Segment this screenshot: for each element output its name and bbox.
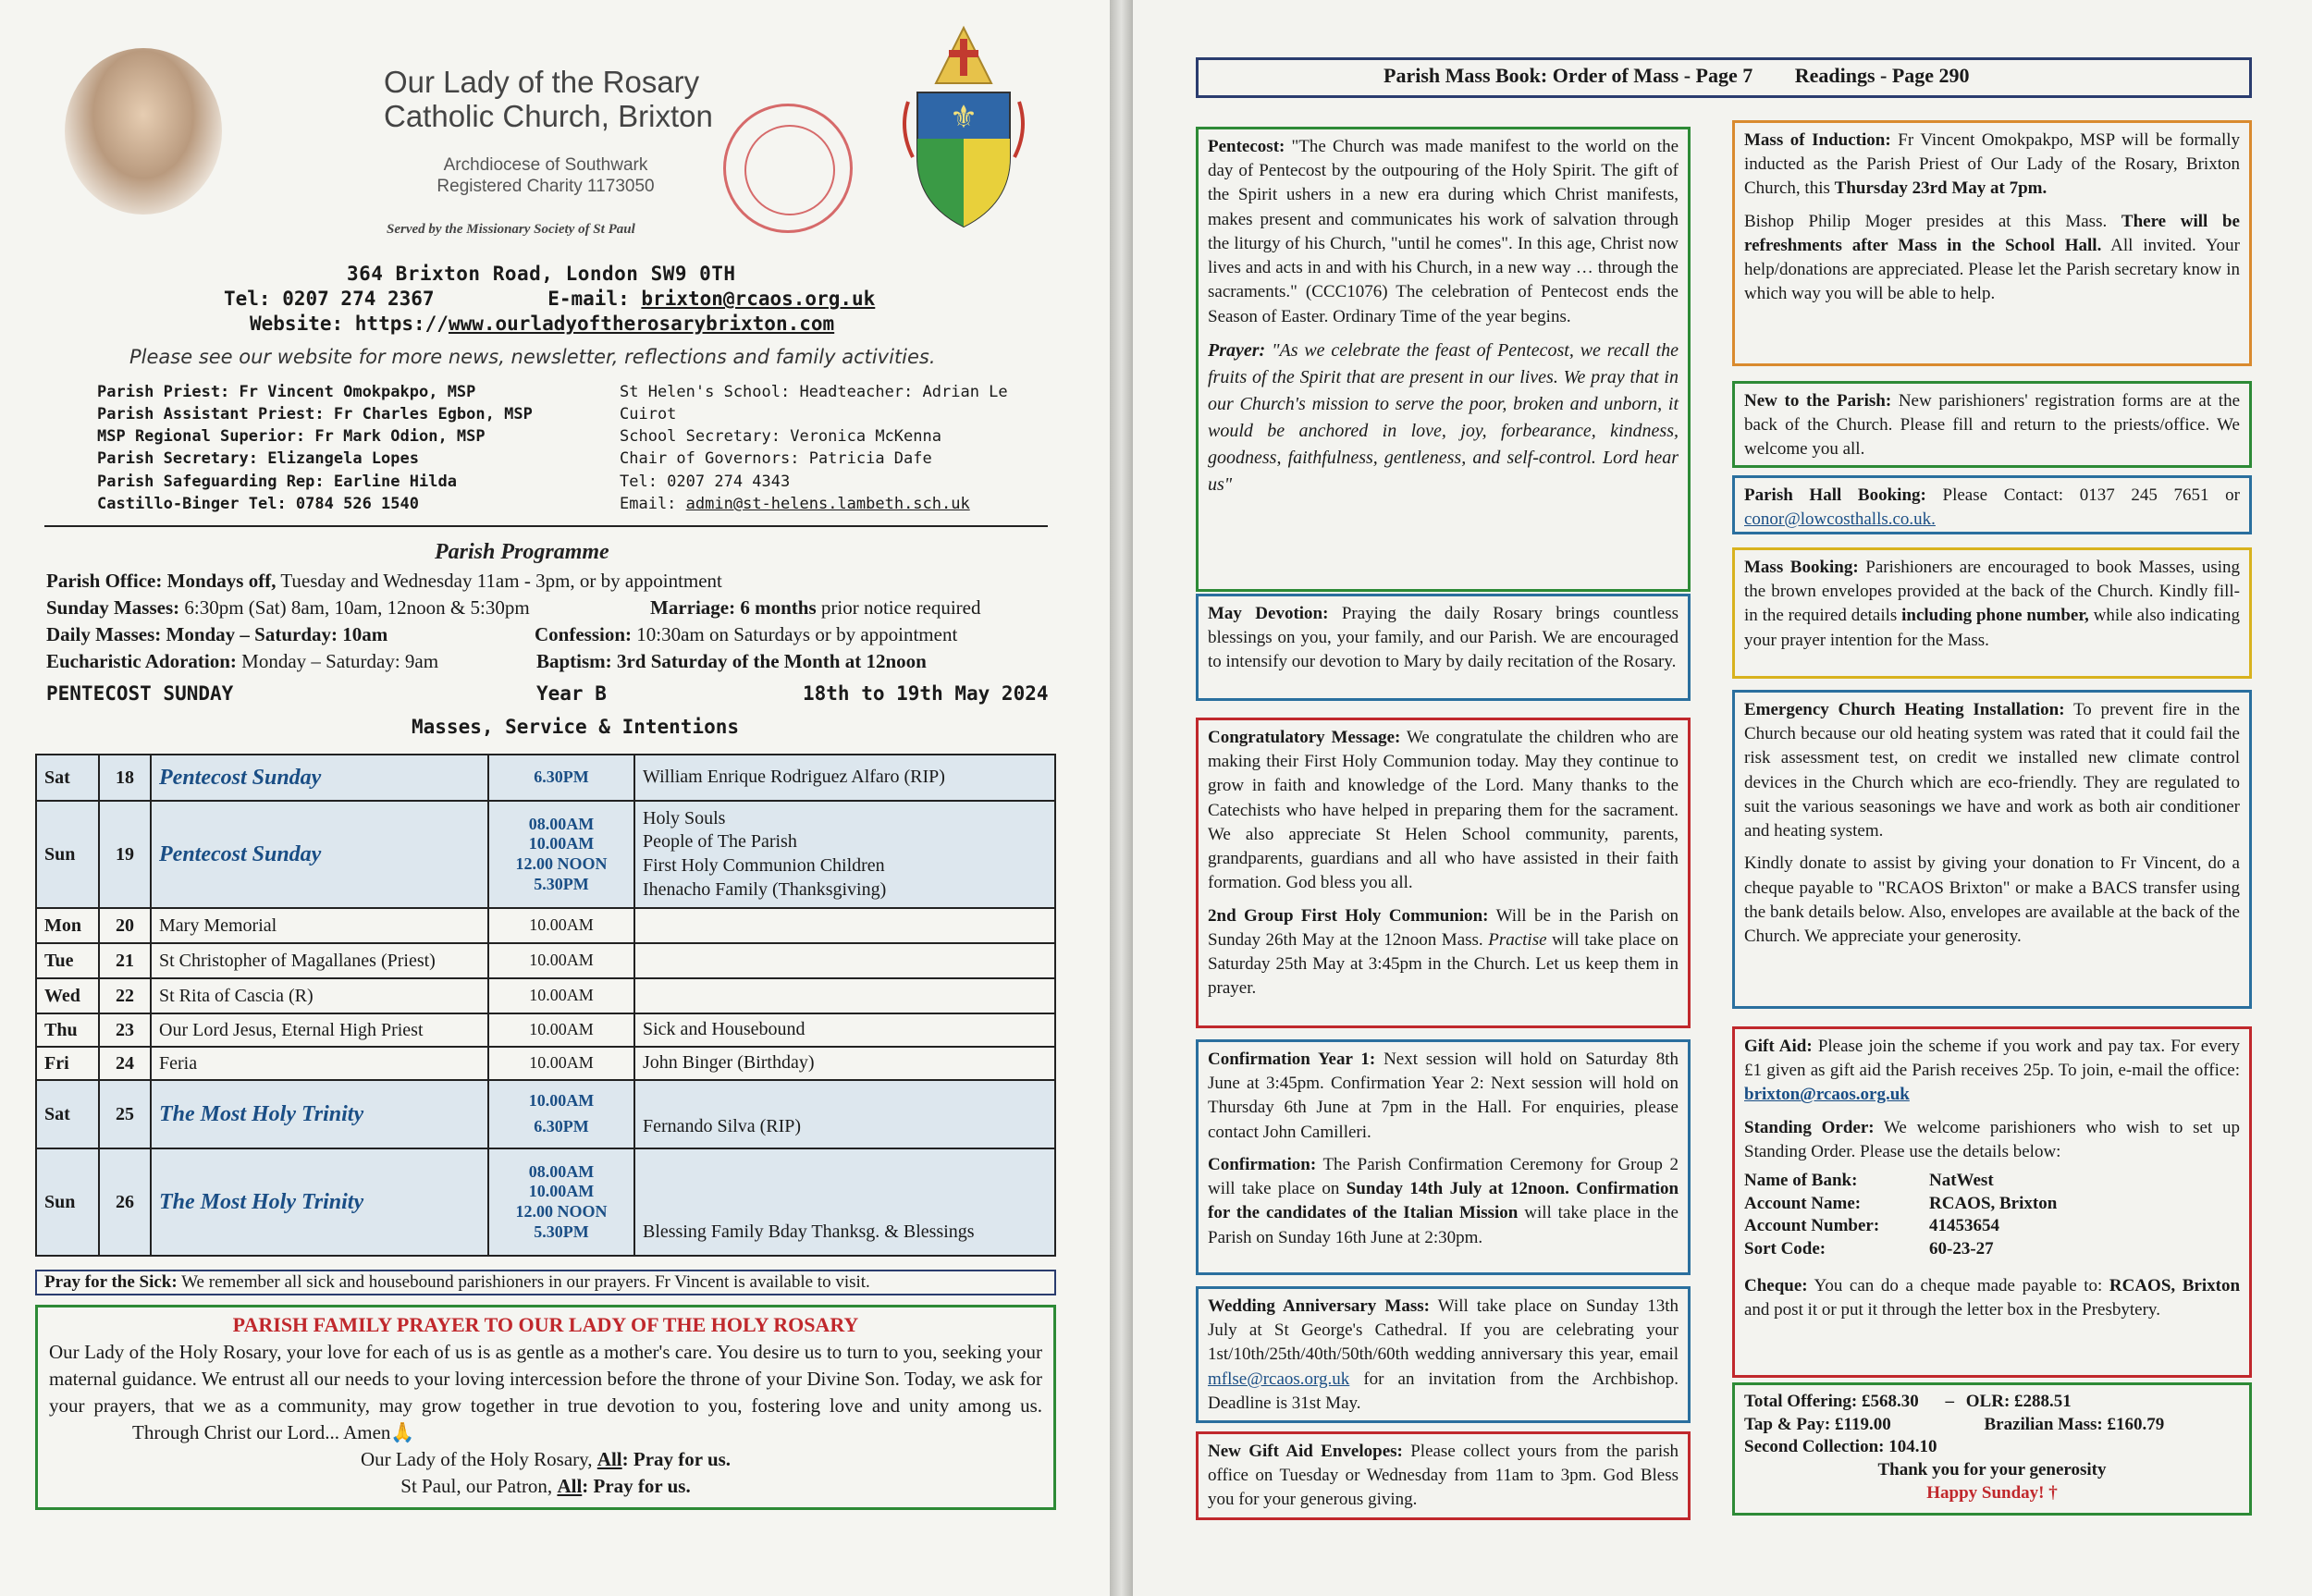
mass-row bbox=[36, 1080, 1055, 1148]
mass-intentions bbox=[634, 801, 1055, 908]
pray-for-sick bbox=[35, 1270, 1056, 1295]
marriage-label: Marriage: bbox=[650, 596, 736, 619]
mass-date: 18 bbox=[99, 755, 151, 801]
bishop-text: Bishop Philip Moger presides at this Mass. bbox=[1744, 211, 2108, 231]
gift-envelopes-text: Please collect yours from the parish office on Tuesday or Wednesday from 11am to 3pm. God Bless you for your generous giving. bbox=[1208, 1442, 1679, 1510]
mass-times bbox=[488, 1148, 634, 1256]
practise-text: will take place on Saturday 25th May at 3:45pm in the Church. Let us keep them in prayer. bbox=[1208, 929, 1679, 999]
mass-day: Thu bbox=[36, 1013, 99, 1047]
order-of-mass-page: Parish Mass Book: Order of Mass - Page 7 bbox=[1384, 64, 1753, 87]
prayer-response-1 bbox=[49, 1446, 1042, 1473]
mass-time: 10.00AM bbox=[528, 1091, 595, 1111]
prayer-ending: Through Christ our Lord... Amen🙏 bbox=[132, 1421, 415, 1444]
archdiocese-coat-of-arms-icon bbox=[890, 18, 1038, 231]
mass-feast-name: Pentecost Sunday bbox=[151, 755, 488, 801]
staff-parish-priest: Parish Priest: Fr Vincent Omokpakpo, MSP bbox=[97, 383, 476, 401]
gift-aid-envelopes-box bbox=[1196, 1431, 1691, 1520]
staff-safeguarding: Parish Safeguarding Rep: Earline Hilda bbox=[97, 472, 457, 491]
feast-line bbox=[46, 682, 1049, 705]
mass-time: 10.00AM bbox=[529, 1020, 594, 1039]
cheque-label: Cheque: bbox=[1744, 1275, 1808, 1295]
mass-times bbox=[488, 1013, 634, 1047]
totals-row-2 bbox=[1744, 1414, 2240, 1437]
mass-time: 6.30PM bbox=[534, 767, 589, 787]
thank-you-text: Thank you for your generosity bbox=[1877, 1460, 2107, 1480]
mass-feast-name: Feria bbox=[151, 1047, 488, 1080]
baptism-label: Baptism: bbox=[536, 650, 612, 672]
second-communion-text: Will be in the Parish on Sunday 26th May at the 12noon Mass. bbox=[1208, 905, 1679, 950]
mass-time: 08.00AM bbox=[528, 814, 595, 833]
week-dates: 18th to 19th May 2024 bbox=[803, 682, 1049, 705]
cheque-text: You can do a cheque made payable to: bbox=[1814, 1275, 2103, 1295]
mass-time: 08.00AM bbox=[528, 1161, 595, 1181]
congrats-label: Congratulatory Message: bbox=[1208, 728, 1401, 747]
mass-row bbox=[36, 1148, 1055, 1256]
mass-day: Sun bbox=[36, 801, 99, 908]
mass-time: 12.00 NOON bbox=[515, 854, 608, 873]
sick-text: We remember all sick and housebound parishioners in our prayers. Fr Vincent is available to visit. bbox=[181, 1272, 870, 1292]
header-divider bbox=[44, 525, 1048, 527]
hall-booking-text: Please Contact: 0137 245 7651 or bbox=[1942, 485, 2241, 505]
prayer-text: "As we celebrate the feast of Pentecost, we recall the fruits of the Spirit that are present in our lives. We pray that in our Church's mission to serve the poor, broken and unborn, it would be anchored in love, joy, forbearance, kindness, goodness, faithfulness, gentleness, and self-control. Lord hear us" bbox=[1208, 339, 1679, 495]
all-label-1: All bbox=[596, 1448, 622, 1471]
account-name-value: RCAOS, Brixton bbox=[1929, 1193, 2058, 1213]
mass-feast-name: The Most Holy Trinity bbox=[151, 1148, 488, 1256]
hall-booking-box bbox=[1732, 475, 2252, 534]
contact-line bbox=[224, 288, 875, 310]
school-tel: Tel: 0207 274 4343 bbox=[620, 472, 791, 491]
mass-time: 10.00AM bbox=[529, 915, 594, 935]
sunday-label: Sunday Masses: bbox=[46, 596, 180, 619]
mass-row bbox=[36, 1047, 1055, 1080]
mass-intentions-table bbox=[35, 754, 1056, 1257]
mass-time: 6.30PM bbox=[534, 1117, 589, 1136]
hall-booking-label: Parish Hall Booking: bbox=[1744, 485, 1926, 505]
mass-feast-name: St Rita of Cascia (R) bbox=[151, 978, 488, 1013]
account-number-label: Account Number: bbox=[1744, 1216, 1880, 1236]
mass-intention bbox=[643, 1180, 1047, 1200]
mass-intention: First Holy Communion Children bbox=[643, 855, 885, 876]
address: 364 Brixton Road, London SW9 0TH bbox=[347, 263, 736, 285]
prayer-line2: St Paul, our Patron, bbox=[400, 1475, 553, 1498]
mass-intention: Fernando Silva (RIP) bbox=[643, 1116, 802, 1137]
marriage-text: prior notice required bbox=[820, 596, 981, 619]
page-gutter bbox=[1110, 0, 1133, 1596]
mass-times bbox=[488, 1047, 634, 1080]
website-label: Website: https:// bbox=[250, 313, 449, 335]
right-page bbox=[1133, 0, 2312, 1596]
bank-row bbox=[1744, 1238, 2240, 1261]
mass-intention: Sick and Housebound bbox=[643, 1019, 806, 1040]
mass-intentions bbox=[634, 943, 1055, 978]
daily-masses bbox=[46, 623, 958, 646]
induction-text: Fr Vincent Omokpakpo, MSP will be formally inducted as the Parish Priest of Our Lady of the Rosary, Brixton Church, this bbox=[1744, 130, 2241, 199]
mass-day: Fri bbox=[36, 1047, 99, 1080]
gift-aid-email-link[interactable]: brixton@rcaos.org.uk bbox=[1744, 1085, 1910, 1105]
mass-date: 25 bbox=[99, 1080, 151, 1148]
mass-row bbox=[36, 1013, 1055, 1047]
response-2: : Pray for us. bbox=[582, 1475, 691, 1498]
marriage-period: 6 months bbox=[740, 596, 817, 619]
adoration bbox=[46, 650, 927, 673]
charity-number: Registered Charity 1173050 bbox=[437, 176, 655, 196]
prayer-body-text: Our Lady of the Holy Rosary, your love for each of us is as gentle as a mother's care. You desire us to turn to you, seeking your maternal guidance. We entrust all our needs to your loving intercession before the throne of your Divine Son. Today, we ask for your prayers, that we as a community, may grow together in true devotion to you, fostering love and unity among us. bbox=[49, 1341, 1042, 1418]
pentecost-box bbox=[1196, 127, 1691, 592]
mass-booking-label: Mass Booking: bbox=[1744, 558, 1859, 577]
mass-day: Tue bbox=[36, 943, 99, 978]
mass-intention bbox=[643, 1200, 1047, 1221]
staff-list bbox=[97, 381, 533, 515]
mass-day: Sat bbox=[36, 755, 99, 801]
school-headteacher: St Helen's School: Headteacher: Adrian Le bbox=[620, 383, 1008, 401]
induction-box bbox=[1732, 120, 2252, 366]
mass-date: 23 bbox=[99, 1013, 151, 1047]
mass-time: 5.30PM bbox=[534, 874, 589, 893]
sunday-masses bbox=[46, 596, 981, 620]
telephone: Tel: 0207 274 2367 bbox=[224, 288, 435, 310]
mass-intentions bbox=[634, 978, 1055, 1013]
wedding-email-link[interactable]: mflse@rcaos.org.uk bbox=[1208, 1369, 1350, 1389]
mass-intention: Holy Souls bbox=[643, 807, 726, 829]
prayer-body bbox=[49, 1339, 1042, 1446]
mass-intentions bbox=[634, 908, 1055, 943]
confirmation-year-label: Confirmation Year 1: bbox=[1208, 1050, 1376, 1069]
may-devotion-label: May Devotion: bbox=[1208, 604, 1329, 623]
mass-feast-name: Our Lord Jesus, Eternal High Priest bbox=[151, 1013, 488, 1047]
heating-label: Emergency Church Heating Installation: bbox=[1744, 700, 2065, 719]
church-name-line1: Our Lady of the Rosary bbox=[384, 65, 700, 99]
office-label: Parish Office: bbox=[46, 570, 163, 592]
website-note: Please see our website for more news, newsletter, reflections and family activities. bbox=[129, 346, 936, 368]
sick-label: Pray for the Sick: bbox=[44, 1272, 178, 1292]
wedding-anniversary-box bbox=[1196, 1286, 1691, 1423]
office-hours bbox=[46, 570, 722, 593]
confirmation-date: Sunday 14th July at 12noon. Confirmation for the candidates of the Italian Mission bbox=[1208, 1179, 1679, 1223]
office-hours-text: Tuesday and Wednesday 11am - 3pm, or by appointment bbox=[280, 570, 722, 592]
mass-time: 5.30PM bbox=[534, 1222, 589, 1241]
mass-intentions bbox=[634, 1080, 1055, 1148]
mass-time: 10.00AM bbox=[529, 1053, 594, 1073]
mass-intentions bbox=[634, 1148, 1055, 1256]
mass-feast-name: The Most Holy Trinity bbox=[151, 1080, 488, 1148]
brazilian-mass-amount: Brazilian Mass: £160.79 bbox=[1984, 1414, 2165, 1434]
bank-row bbox=[1744, 1215, 2240, 1238]
mass-feast-name: St Christopher of Magallanes (Priest) bbox=[151, 943, 488, 978]
mass-times bbox=[488, 908, 634, 943]
confirmation-box bbox=[1196, 1039, 1691, 1275]
practise-label: Practise bbox=[1488, 929, 1547, 950]
svg-text:⚜: ⚜ bbox=[949, 99, 978, 136]
mass-intentions bbox=[634, 1047, 1055, 1080]
account-name-label: Account Name: bbox=[1744, 1193, 1862, 1213]
mass-time: 10.00AM bbox=[528, 834, 595, 853]
bank-name-label: Name of Bank: bbox=[1744, 1171, 1858, 1191]
school-headteacher-cont: Cuirot bbox=[620, 405, 677, 424]
mass-intention: John Binger (Birthday) bbox=[643, 1052, 815, 1074]
wedding-deadline: for an invitation from the Archbishop. Deadline is 31st May. bbox=[1208, 1369, 1679, 1413]
mass-date: 21 bbox=[99, 943, 151, 978]
confirmation-text: The Parish Confirmation Ceremony for Group 2 will take place on bbox=[1208, 1154, 1679, 1199]
mass-times bbox=[488, 755, 634, 801]
mass-intentions bbox=[634, 755, 1055, 801]
website-link[interactable]: www.ourladyoftherosarybrixton.com bbox=[448, 313, 835, 335]
standing-order-label: Standing Order: bbox=[1744, 1117, 1875, 1137]
school-email-label: Email: bbox=[620, 494, 677, 513]
confirmation-label: Confirmation: bbox=[1208, 1154, 1317, 1174]
mass-intention: Blessing Family Bday Thanksg. & Blessings bbox=[643, 1222, 975, 1243]
mass-booking-rest: while also indicating your prayer intention for the Mass. bbox=[1744, 606, 2241, 650]
response-1: : Pray for us. bbox=[621, 1448, 732, 1471]
new-to-parish-box bbox=[1732, 381, 2252, 468]
mass-booking-text: Parishioners are encouraged to book Masses, using the brown envelopes provided at the back of the Church. Kindly fill-in the required details bbox=[1744, 558, 2240, 626]
school-governors: Chair of Governors: Patricia Dafe bbox=[620, 449, 932, 469]
archdiocese-block bbox=[425, 155, 666, 198]
school-list bbox=[620, 381, 1008, 515]
prayer-response-2 bbox=[49, 1473, 1042, 1500]
bank-name-value: NatWest bbox=[1929, 1171, 1994, 1191]
church-name bbox=[384, 65, 713, 134]
gift-envelopes-label: New Gift Aid Envelopes: bbox=[1208, 1442, 1403, 1461]
all-label-2: All bbox=[557, 1475, 583, 1498]
giving-details-box bbox=[1732, 1026, 2252, 1378]
bank-details bbox=[1744, 1170, 2240, 1261]
refreshments-text: There will be refreshments after Mass in the School Hall. bbox=[1744, 211, 2240, 255]
website-line bbox=[250, 313, 834, 335]
staff-regional-superior: MSP Regional Superior: Fr Mark Odion, MSP bbox=[97, 427, 486, 447]
mass-booking-box bbox=[1732, 547, 2252, 679]
email-link[interactable]: brixton@rcaos.org.uk bbox=[641, 288, 876, 310]
mass-times bbox=[488, 978, 634, 1013]
cheque-rest: and post it or put it through the letter box in the Presbytery. bbox=[1744, 1300, 2160, 1320]
congrats-text: We congratulate the children who are making their First Holy Communion today. May they continue to grow in faith and knowledge of the Lord. Many thanks to the Catechists who have helped in preparing them for the sacrament. We also appreciate St Helen School community, parents, grandparents, guardians and all who have assisted in their faith formation. God bless you all. bbox=[1208, 728, 1679, 893]
prayer-label: Prayer: bbox=[1208, 339, 1266, 361]
bank-row bbox=[1744, 1170, 2240, 1193]
adoration-times: Monday – Saturday: 9am bbox=[241, 650, 439, 672]
baptism-info bbox=[536, 650, 1054, 673]
mass-time: 12.00 NOON bbox=[515, 1202, 608, 1221]
confirmation-text-2: will take place in the Parish on Sunday 16th June at 2:30pm. bbox=[1208, 1203, 1679, 1247]
help-text: All invited. Your help/donations are appreciated. Please let the Parish secretary know in which way you will be able to help. bbox=[1744, 235, 2240, 304]
mass-date: 19 bbox=[99, 801, 151, 908]
congratulations-box bbox=[1196, 718, 1691, 1028]
new-parish-text: New parishioners' registration forms are at the back of the Church. Please fill and return to the priests/office. We welcome you all. bbox=[1744, 391, 2240, 460]
total-offering: Total Offering: £568.30 bbox=[1744, 1392, 1919, 1411]
our-lady-portrait-image bbox=[65, 48, 222, 215]
second-collection: Second Collection: 104.10 bbox=[1744, 1437, 1937, 1457]
sort-code-label: Sort Code: bbox=[1744, 1239, 1826, 1259]
mass-intention bbox=[643, 986, 1047, 1006]
mass-times bbox=[488, 943, 634, 978]
church-name-line2: Catholic Church, Brixton bbox=[384, 99, 713, 134]
mass-feast-name: Pentecost Sunday bbox=[151, 801, 488, 908]
school-email-line bbox=[620, 493, 1008, 515]
bank-row bbox=[1744, 1193, 2240, 1216]
happy-sunday-text: Happy Sunday! † bbox=[1926, 1482, 2058, 1503]
standing-order-text: We welcome parishioners who wish to set up Standing Order. Please use the details below: bbox=[1744, 1117, 2240, 1161]
adoration-label: Eucharistic Adoration: bbox=[46, 650, 237, 672]
mass-feast-name: Mary Memorial bbox=[151, 908, 488, 943]
mass-row bbox=[36, 943, 1055, 978]
hall-email-link[interactable]: conor@lowcosthalls.co.uk. bbox=[1744, 509, 1936, 530]
baptism-text: 3rd Saturday of the Month at 12noon bbox=[616, 650, 927, 672]
pentecost-label: Pentecost: bbox=[1208, 137, 1285, 156]
mass-times bbox=[488, 1080, 634, 1148]
gift-aid-label: Gift Aid: bbox=[1744, 1037, 1813, 1056]
confession-label: Confession: bbox=[535, 623, 633, 645]
mass-table-title: Masses, Service & Intentions bbox=[412, 716, 740, 738]
programme-title: Parish Programme bbox=[435, 540, 609, 564]
mass-date: 22 bbox=[99, 978, 151, 1013]
wedding-label: Wedding Anniversary Mass: bbox=[1208, 1296, 1430, 1316]
mass-date: 20 bbox=[99, 908, 151, 943]
mass-row bbox=[36, 755, 1055, 801]
mass-intention bbox=[643, 915, 1047, 936]
induction-date: Thursday 23rd May at 7pm. bbox=[1834, 178, 2048, 199]
mass-intention: Ihenacho Family (Thanksgiving) bbox=[643, 878, 887, 900]
msp-seal-icon bbox=[723, 104, 853, 233]
confession-info bbox=[535, 623, 1052, 646]
archdiocese-text: Archdiocese of Southwark bbox=[443, 155, 648, 175]
marriage-info bbox=[650, 596, 1039, 620]
mass-intention bbox=[643, 951, 1047, 971]
totals-row-1: Total Offering: £568.30 – OLR: £288.51 bbox=[1744, 1392, 2072, 1411]
heating-appeal-box bbox=[1732, 690, 2252, 1009]
sort-code-value: 60-23-27 bbox=[1929, 1239, 1994, 1259]
mass-intentions bbox=[634, 1013, 1055, 1047]
daily-times: Monday – Saturday: 10am bbox=[166, 623, 388, 645]
may-devotion-text: Praying the daily Rosary brings countless blessings on you, your family, and our Parish. We are encouraged to intensify our devotion to Mary by daily recitation of the Rosary. bbox=[1208, 604, 1679, 672]
left-page bbox=[0, 0, 1110, 1596]
heating-donate-text: Kindly donate to assist by giving your donation to Fr Vincent, do a cheque payable to "RCAOS Brixton" or make a BACS transfer using the bank details below. Also, envelopes are available at the back of the Church. We appreciate your generosity. bbox=[1744, 853, 2240, 946]
account-number-value: 41453654 bbox=[1929, 1216, 1999, 1236]
mass-row bbox=[36, 801, 1055, 908]
staff-secretary: Parish Secretary: Elizangela Lopes bbox=[97, 449, 419, 469]
prayer-title: PARISH FAMILY PRAYER TO OUR LADY OF THE HOLY ROSARY bbox=[232, 1313, 859, 1336]
mass-intention: William Enrique Rodriguez Alfaro (RIP) bbox=[643, 767, 945, 788]
mass-date: 24 bbox=[99, 1047, 151, 1080]
staff-safeguarding-tel: Castillo-Binger Tel: 0784 526 1540 bbox=[97, 494, 419, 513]
mass-times bbox=[488, 801, 634, 908]
mass-time: 10.00AM bbox=[529, 986, 594, 1005]
parish-prayer-box bbox=[35, 1305, 1056, 1510]
mass-intention bbox=[643, 1089, 1047, 1110]
served-by-text: Served by the Missionary Society of St Paul bbox=[387, 222, 635, 237]
mass-time: 10.00AM bbox=[528, 1182, 595, 1201]
mass-book-banner bbox=[1196, 57, 2252, 98]
heating-text: To prevent fire in the Church because our old heating system was rated that it could fail the risk assessment test, on credit we installed new climate control devices in the Church which are eco-friendly. They are regulated to suit the various seasonings we have and work as both air conditioner and heating system. bbox=[1744, 700, 2240, 841]
readings-page: Readings - Page 290 bbox=[1794, 64, 1970, 87]
mass-day: Sun bbox=[36, 1148, 99, 1256]
wedding-text: Will take place on Sunday 13th July at St George's Cathedral. If you are celebrating your 1st/10th/25th/40th/50th/60th wedding anniversary this year, email bbox=[1208, 1296, 1679, 1365]
induction-label: Mass of Induction: bbox=[1744, 130, 1891, 150]
school-secretary: School Secretary: Veronica McKenna bbox=[620, 427, 941, 447]
mass-day: Sat bbox=[36, 1080, 99, 1148]
gift-aid-text: Please join the scheme if you work and pay tax. For every £1 given as gift aid the Parish receives 25p. To join, e-mail the office: bbox=[1744, 1037, 2240, 1081]
feast-name: PENTECOST SUNDAY bbox=[46, 682, 234, 705]
pentecost-text: "The Church was made manifest to the world on the day of Pentecost by the outpouring of the Holy Spirit. The gift of the Spirit ushers in a new era during which Christ manifests, makes present and communicates his work of salvation through the liturgy of his Church, "until he comes". In this age, Christ now lives and acts in and with his Church, in a new way … through the sacraments." (CCC1076) The celebration of Pentecost ends the Season of Easter. Ordinary Time of the year begins. bbox=[1208, 137, 1679, 326]
mass-date: 26 bbox=[99, 1148, 151, 1256]
tap-pay-amount: Tap & Pay: £119.00 bbox=[1744, 1414, 1891, 1434]
mass-intention bbox=[643, 1160, 1047, 1180]
confession-text: 10:30am on Saturdays or by appointment bbox=[636, 623, 958, 645]
prayer-line1: Our Lady of the Holy Rosary, bbox=[360, 1448, 593, 1471]
new-parish-label: New to the Parish: bbox=[1744, 391, 1892, 411]
mass-intention: People of The Parish bbox=[643, 831, 797, 853]
staff-assistant-priest: Parish Assistant Priest: Fr Charles Egbon, MSP bbox=[97, 405, 533, 424]
olr-amount: OLR: £288.51 bbox=[1965, 1392, 2072, 1411]
office-days-off: Mondays off, bbox=[166, 570, 277, 592]
email-label: E-mail: bbox=[547, 288, 630, 310]
daily-label: Daily Masses: bbox=[46, 623, 162, 645]
school-email-link[interactable]: admin@st-helens.lambeth.sch.uk bbox=[685, 494, 970, 513]
confirmation-year-text: Next session will hold on Saturday 8th June at 3:45pm. Confirmation Year 2: Next session will hold on Thursday 6th June at 7pm in the Hall. For enquiries, please contact John Camilleri. bbox=[1208, 1050, 1679, 1142]
liturgical-year: Year B bbox=[536, 682, 607, 705]
mass-day: Mon bbox=[36, 908, 99, 943]
mass-time: 10.00AM bbox=[529, 951, 594, 970]
phone-number-note: including phone number, bbox=[1901, 606, 2089, 626]
second-communion-label: 2nd Group First Holy Communion: bbox=[1208, 905, 1489, 926]
mass-row bbox=[36, 908, 1055, 943]
sunday-times: 6:30pm (Sat) 8am, 10am, 12noon & 5:30pm bbox=[184, 596, 530, 619]
mass-day: Wed bbox=[36, 978, 99, 1013]
mass-row bbox=[36, 978, 1055, 1013]
cheque-payee: RCAOS, Brixton bbox=[2109, 1275, 2241, 1295]
collection-totals-box bbox=[1732, 1382, 2252, 1516]
may-devotion-box bbox=[1196, 594, 1691, 701]
